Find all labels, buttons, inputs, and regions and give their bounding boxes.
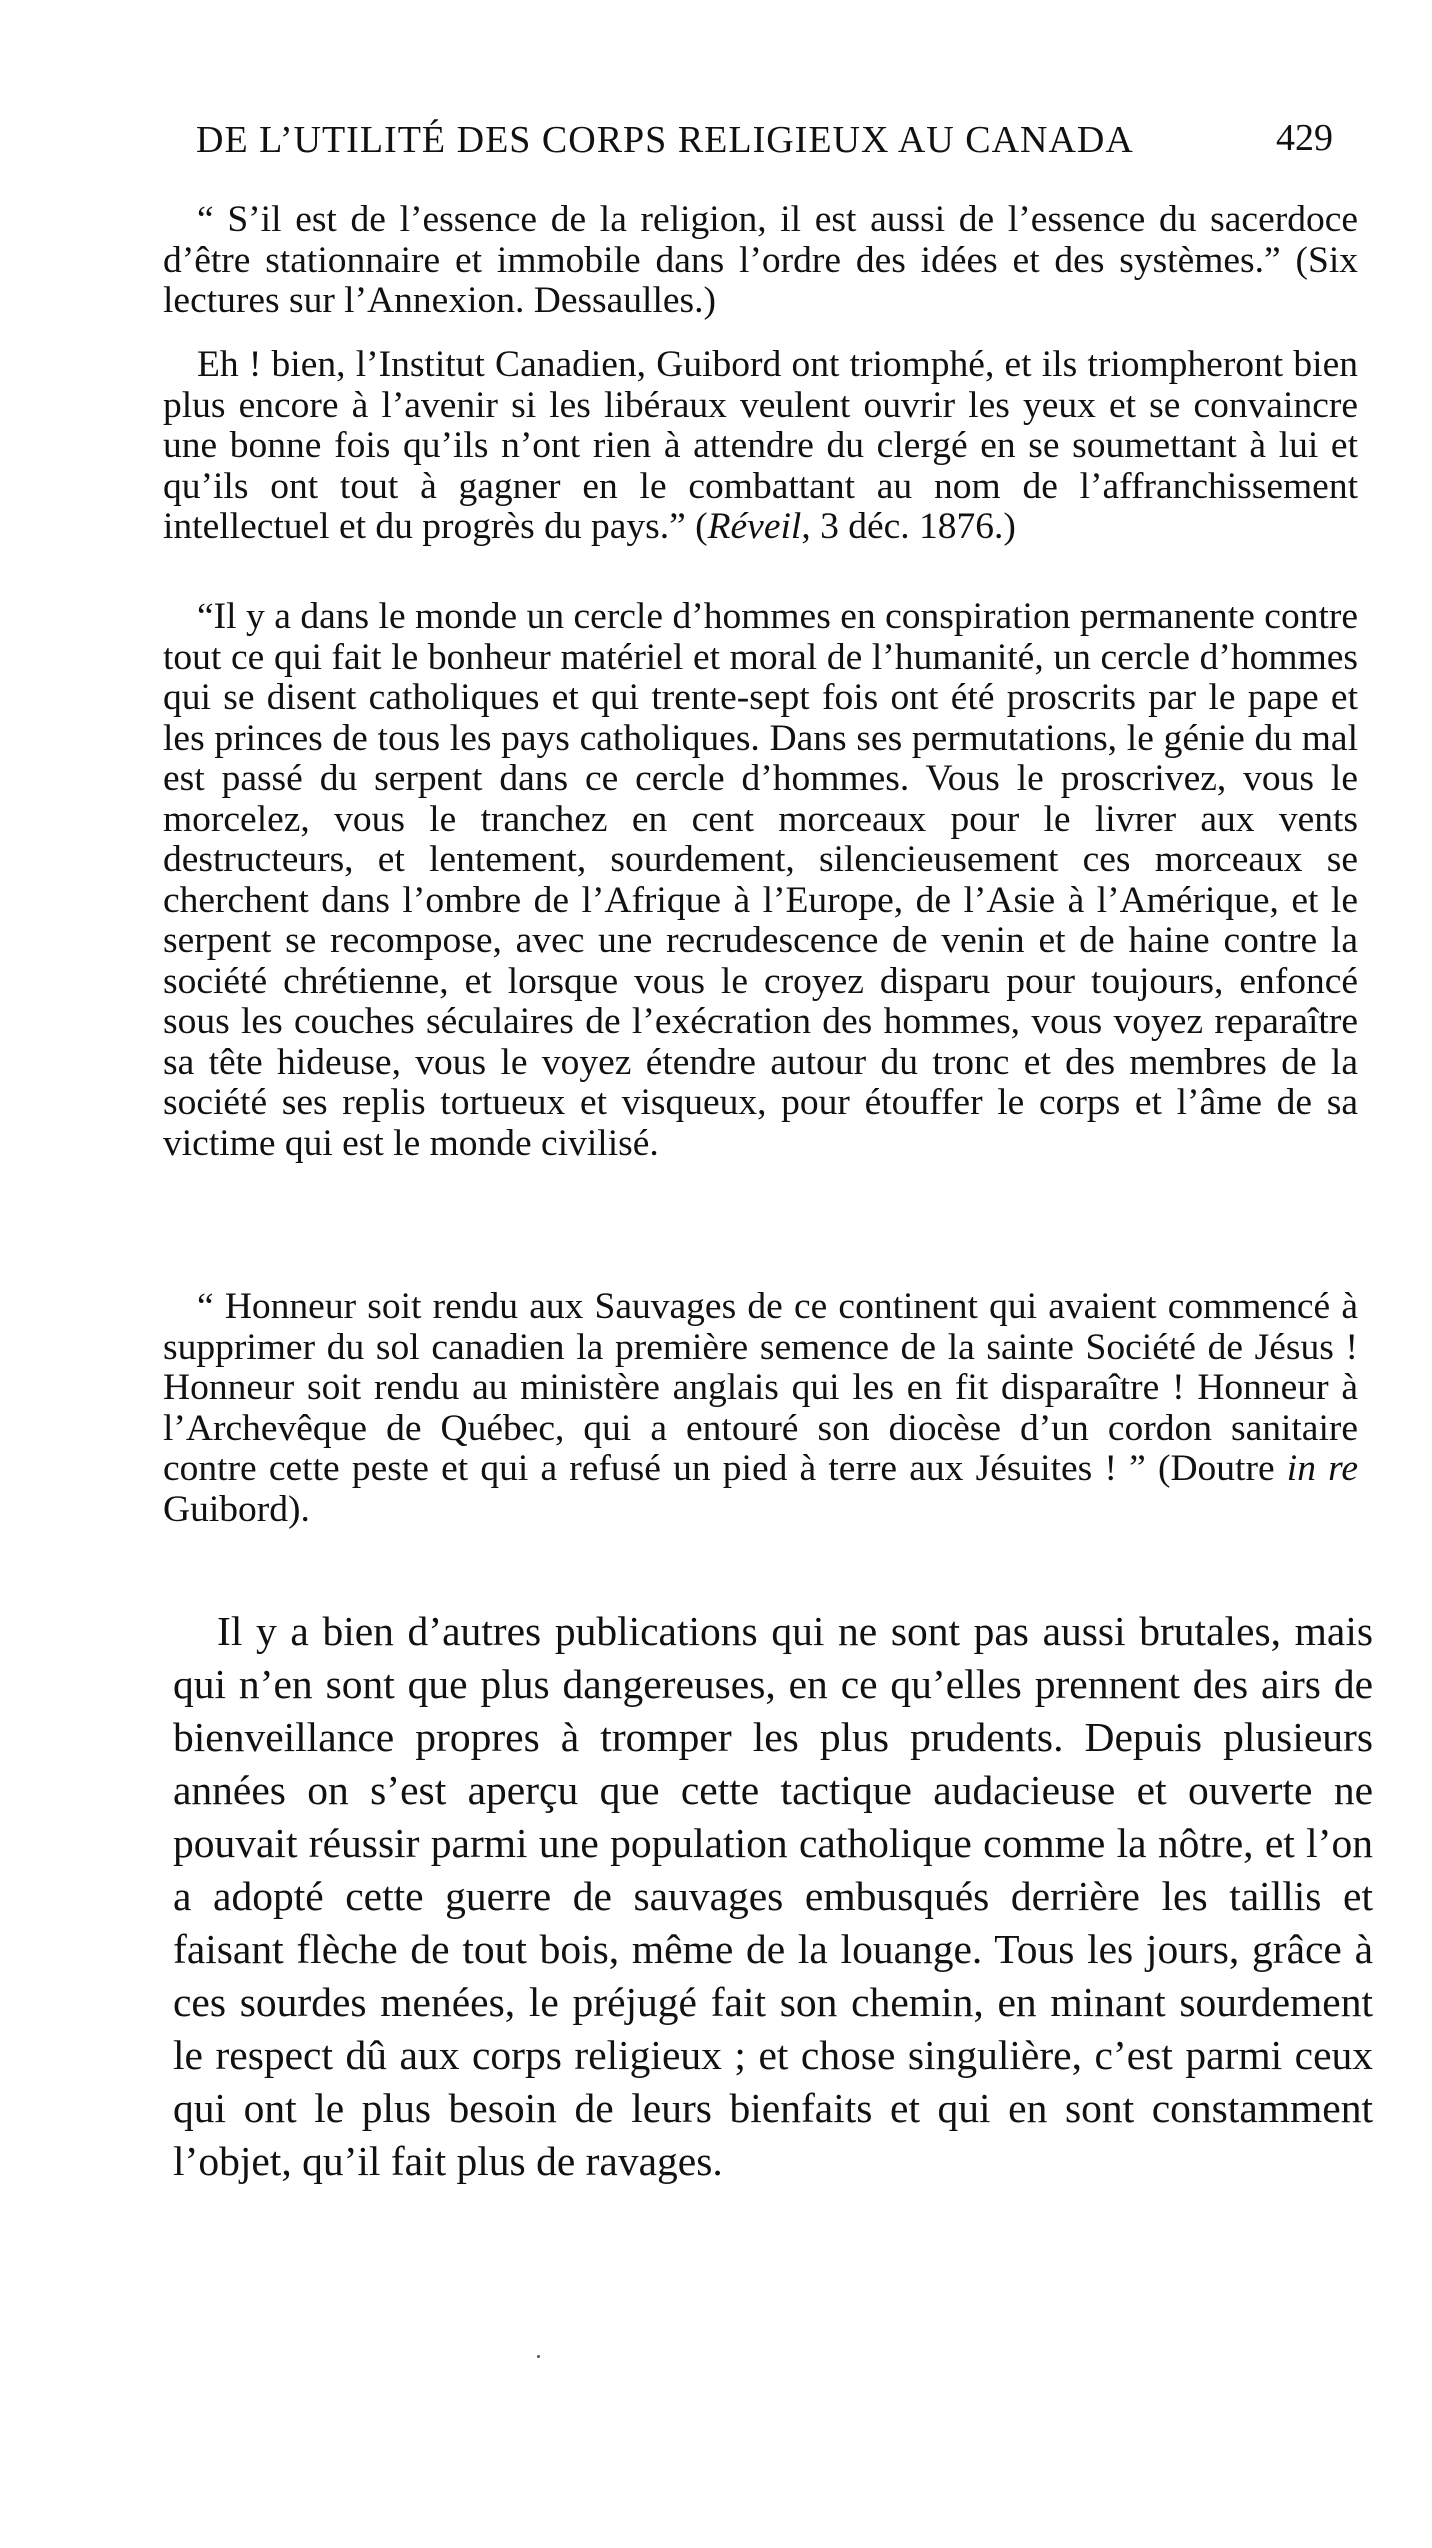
body-paragraph: Il y a bien d’autres publications qui ne sont pas aussi brutales, mais qui n’en sont que plus dangereuses, en ce qu’elles prennent des airs de bienveillance propres à tromper les plus prudents. Depuis plusieurs années on s’est aperçu que cette tactique audacieuse et ouverte ne pouvait réussir parmi une population catholique comme la nôtre, et l’on a adopté cette guerre de sauvages embusqués derrière les taillis et faisant flèche de tout bois, même de la louange. Tous les jours, grâce à ces sourdes menées, le préjugé fait son chemin, en minant sourdement le respect dû aux corps religieux ; et chose singulière, c’est parmi ceux qui ont le plus besoin de leurs bienfaits et qui en sont constamment l’objet, qu’il fait plus de ravages. (173, 1608, 1373, 2184)
citation-reveil: (Réveil, 3 déc. 1876.) (695, 506, 1016, 547)
running-title: DE L’UTILITÉ DES CORPS RELIGIEUX AU CANADA (196, 119, 1134, 161)
print-speck (537, 2355, 540, 2358)
quote-reveil (163, 345, 1358, 548)
quote-doutre (163, 1287, 1358, 1530)
page-number: 429 (1276, 117, 1333, 159)
citation-in-re: in re (1286, 1448, 1359, 1489)
quote-doutre-text: “ Honneur soit rendu aux Sauvages de ce continent qui avaient commencé à supprimer du sol canadien la première semence de la sainte Société de Jésus ! Honneur soit rendu au ministère anglais qui les en fit disparaître ! Honneur à l’Archevêque de Québec, qui a entouré son diocèse d’un cordon sanitaire contre cette peste et qui a refusé un pied à terre aux Jésuites ! ” (Doutre (163, 1286, 1358, 1489)
quote-conspiration: “Il y a dans le monde un cercle d’hommes en conspiration permanente contre tout ce qui fait le bonheur matériel et moral de l’humanité, un cercle d’hommes qui se disent catholiques et qui trente-sept fois ont été proscrits par le pape et les princes de tous les pays catholiques. Dans ses permutations, le génie du mal est passé du serpent dans ce cercle d’hommes. Vous le proscrivez, vous le morcelez, vous le tranchez en cent morceaux pour le livrer aux vents destructeurs, et lentement, sourdement, silencieusement ces morceaux se cherchent dans l’ombre de l’Afrique à l’Europe, de l’Asie à l’Amérique, et le serpent se recompose, avec une recrudescence de venin et de haine contre la société chrétienne, et lorsque vous le croyez disparu pour toujours, enfoncé sous les couches séculaires de l’exécration des hommes, vous voyez reparaître sa tête hideuse, vous le voyez étendre autour du tronc et des membres de la société ses replis tortueux et visqueux, pour étouffer le corps et l’âme de sa victime qui est le monde civilisé. (163, 596, 1358, 1164)
citation-reveil-title: Réveil (707, 506, 802, 547)
quote-dessaulles: “ S’il est de l’essence de la religion, il est aussi de l’essence du sacerdoce d’être stationnaire et immobile dans l’ordre des idées et des systèmes.” (Six lectures sur l’Annexion. Dessaulles.) (163, 199, 1358, 321)
citation-guibord: Guibord). (163, 1488, 310, 1530)
running-head (196, 118, 1356, 178)
quote-reveil-text: Eh ! bien, l’Institut Canadien, Guibord ont triomphé, et ils triompheront bien plus encore à l’avenir si les libéraux veulent ouvrir les yeux et se convaincre une bonne fois qu’ils n’ont rien à attendre du clergé en se soumettant à lui et qu’ils ont tout à gagner en le combattant au nom de l’affranchissement intellectuel et du progrès du pays.” (163, 344, 1358, 547)
